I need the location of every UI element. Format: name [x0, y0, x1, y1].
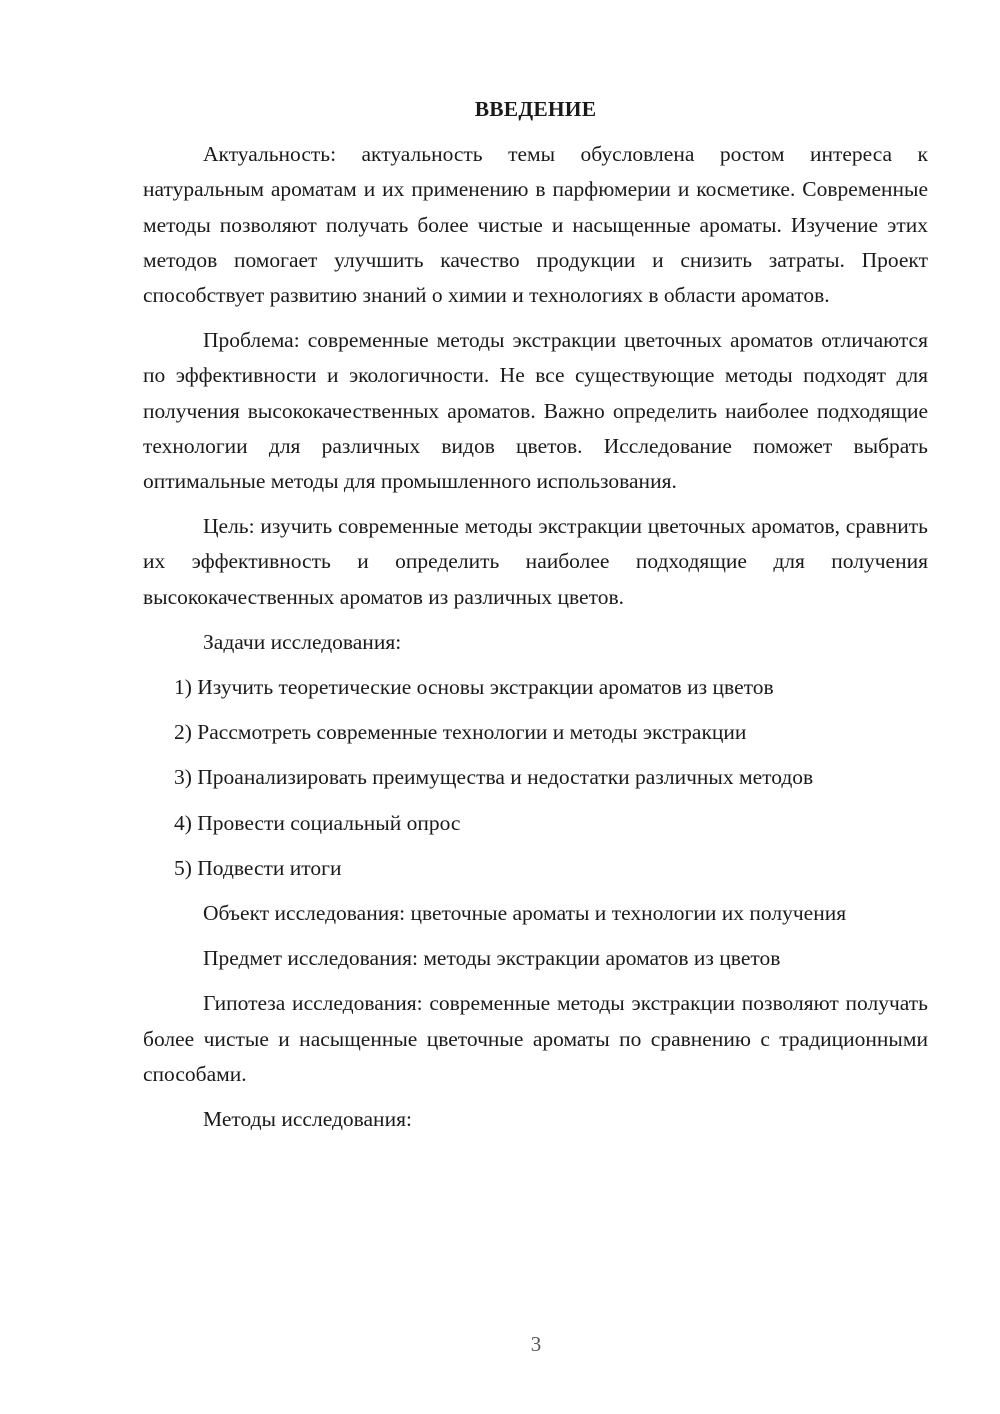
task-item: 4) Провести социальный опрос: [174, 810, 461, 835]
task-item: 5) Подвести итоги: [174, 855, 342, 880]
relevance-paragraph: Актуальность: актуальность темы обусловлена ростом интереса к натуральным ароматам и их применению в парфюмерии и косметике. Современные методы позволяют получать более чистые и насыщенные ароматы. Изучение этих методов помогает улучшить качество продукции и снизить затраты. Проект способствует развитию знаний о химии и технологиях в области ароматов.: [143, 142, 928, 308]
tasks-list: [143, 670, 928, 886]
problem-paragraph: Проблема: современные методы экстракции цветочных ароматов отличаются по эффективности и экологичности. Не все существующие методы подходят для получения высококачественных ароматов. Важно определить наиболее подходящие технологии для различных видов цветов. Исследование поможет выбрать оптимальные методы для промышленного использования.: [143, 328, 928, 494]
task-item: 2) Рассмотреть современные технологии и методы экстракции: [174, 720, 747, 745]
page-number: 3: [530, 1332, 542, 1356]
task-item: 1) Изучить теоретические основы экстракции ароматов из цветов: [174, 675, 774, 700]
tasks-heading: Задачи исследования:: [203, 629, 402, 654]
task-item: 3) Проанализировать преимущества и недостатки различных методов: [174, 765, 814, 790]
object-paragraph: Объект исследования: цветочные ароматы и технологии их получения: [203, 901, 847, 926]
hypothesis-paragraph: Гипотеза исследования: современные методы экстракции позволяют получать более чистые и насыщенные цветочные ароматы по сравнению с традиционными способами.: [143, 991, 928, 1086]
subject-paragraph: Предмет исследования: методы экстракции ароматов из цветов: [203, 946, 781, 971]
methods-heading: Методы исследования:: [203, 1107, 412, 1132]
document-page: [143, 92, 928, 1147]
goal-paragraph: Цель: изучить современные методы экстракции цветочных ароматов, сравнить их эффективность и определить наиболее подходящие для получения высококачественных ароматов из различных цветов.: [143, 514, 928, 609]
document-title: ВВЕДЕНИЕ: [474, 97, 597, 121]
